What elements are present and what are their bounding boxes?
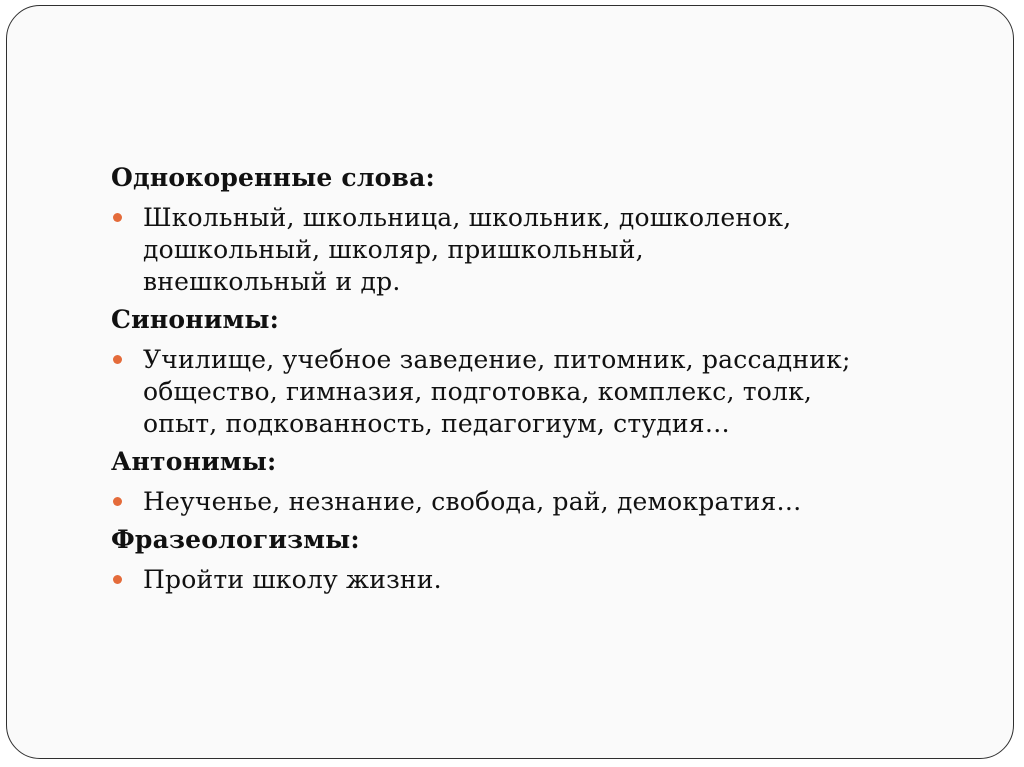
bullet-dot-icon xyxy=(113,213,122,222)
heading-synonyms: Синонимы: xyxy=(111,305,280,334)
bullet-line: общество, гимназия, подготовка, комплекс, толк, xyxy=(143,377,813,406)
heading-cognates: Однокоренные слова: xyxy=(111,163,435,192)
bullet-line: опыт, подкованность, педагогиум, студия… xyxy=(143,409,730,438)
slide-content xyxy=(111,162,971,602)
bullet-antonyms xyxy=(111,486,971,518)
bullet-dot-icon xyxy=(113,575,122,584)
bullet-line: Пройти школу жизни. xyxy=(143,565,442,594)
bullet-line: Училище, учебное заведение, питомник, рассадник; xyxy=(143,345,851,374)
bullet-line: внешкольный и др. xyxy=(143,267,401,296)
heading-idioms: Фразеологизмы: xyxy=(111,525,360,554)
heading-antonyms: Антонимы: xyxy=(111,447,277,476)
bullet-synonyms xyxy=(111,344,971,440)
bullet-idioms xyxy=(111,564,971,596)
bullet-cognates xyxy=(111,202,971,298)
bullet-line: дошкольный, школяр, пришкольный, xyxy=(143,235,644,264)
bullet-dot-icon xyxy=(113,355,122,364)
bullet-dot-icon xyxy=(113,497,122,506)
bullet-line: Школьный, школьница, школьник, дошколенок, xyxy=(143,203,792,232)
bullet-line: Неученье, незнание, свобода, рай, демократия… xyxy=(143,487,802,516)
